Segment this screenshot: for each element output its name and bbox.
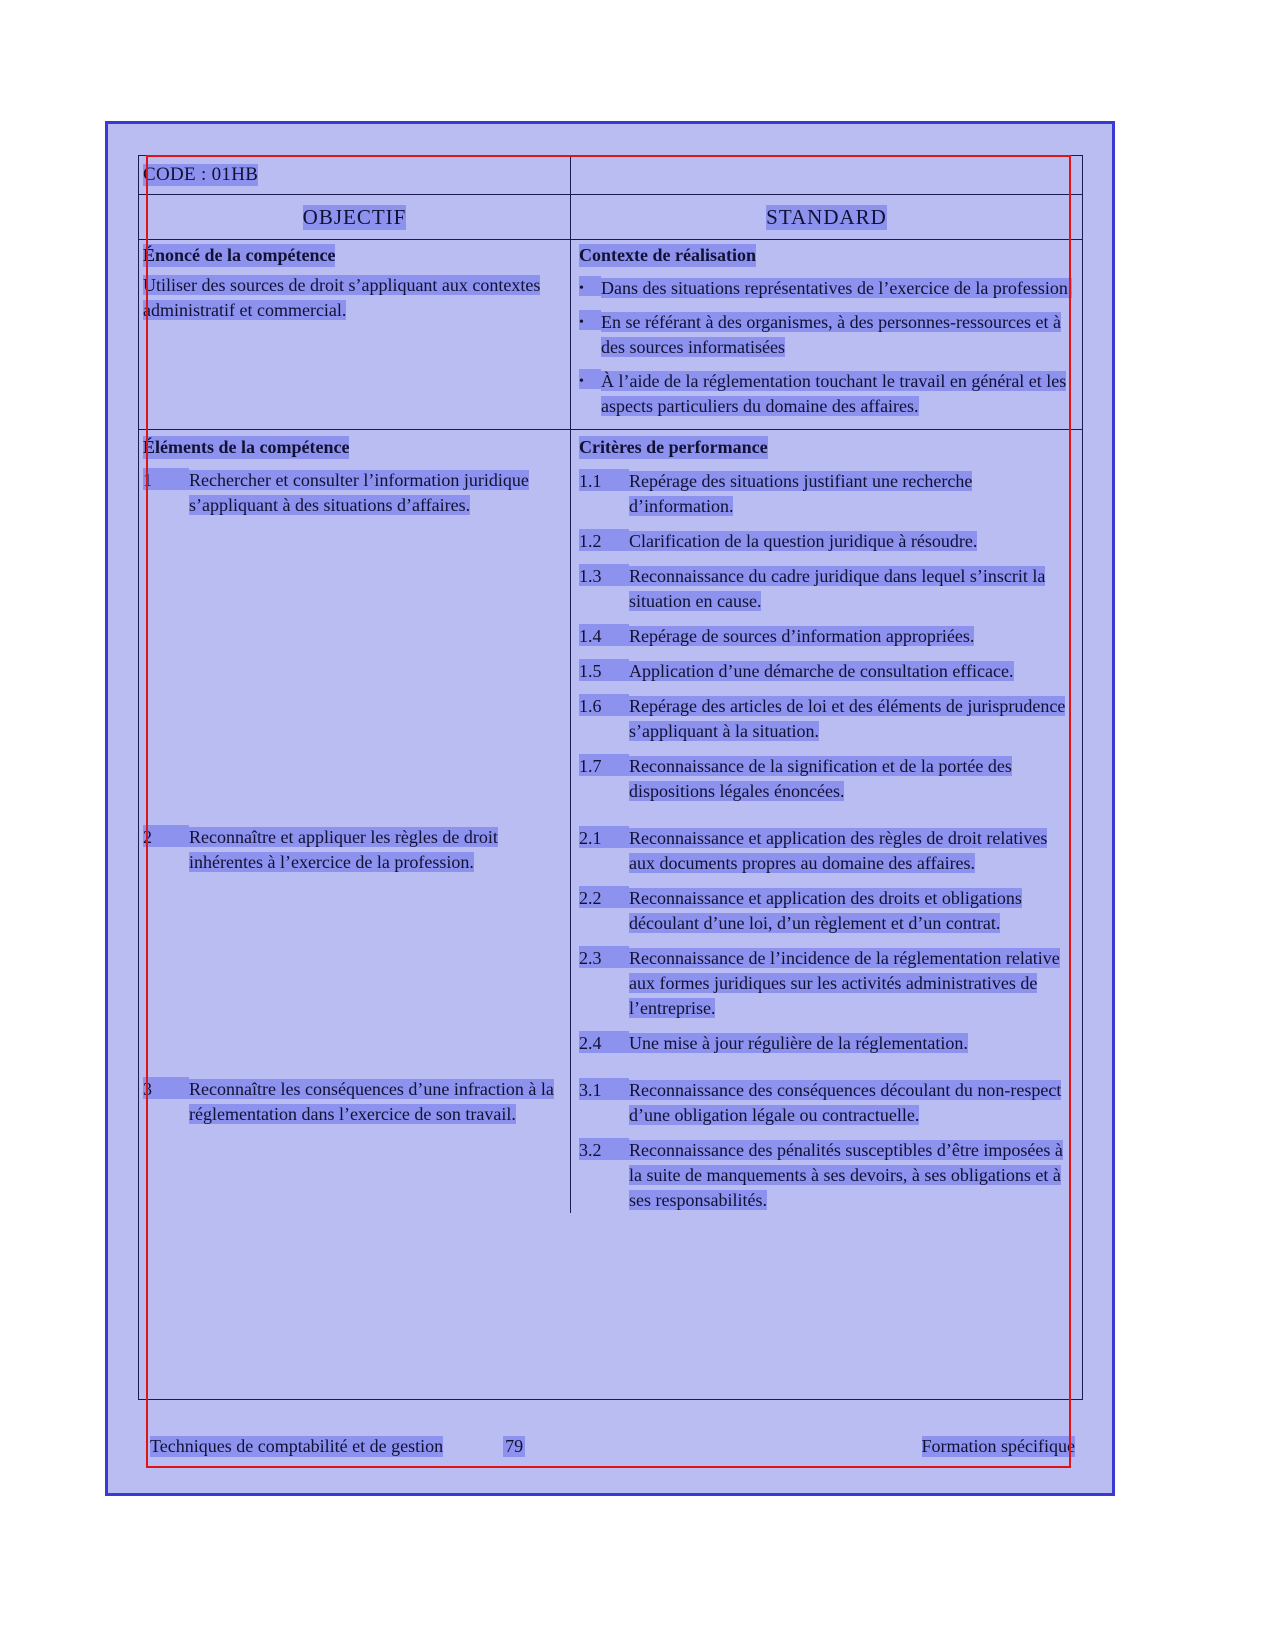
critere-number: 3.1: [579, 1078, 629, 1100]
element-column: [139, 816, 571, 1068]
critere-item: [579, 1078, 1076, 1128]
critere-number: 1.1: [579, 469, 629, 491]
contexte-column: [571, 240, 1082, 429]
elements-criteres-header-row: [139, 430, 1082, 459]
critere-number: 3.2: [579, 1138, 629, 1160]
element-number: 3: [143, 1077, 189, 1099]
critere-number: 1.3: [579, 564, 629, 586]
critere-item: [579, 826, 1076, 876]
element-number: 1: [143, 468, 189, 490]
critere-text: Reconnaissance de la signification et de la portée des dispositions légales énoncées.: [629, 756, 1012, 801]
critere-text: Reconnaissance et application des règles de droit relatives aux documents propres au domaine des affaires.: [629, 828, 1048, 873]
enonce-title: Énoncé de la compétence: [143, 245, 336, 265]
bullet-icon: •: [579, 276, 601, 296]
criteres-column: [571, 459, 1082, 816]
elements-title-cell: [139, 430, 571, 459]
critere-item: [579, 754, 1076, 804]
criteres-title: Critères de performance: [579, 437, 768, 457]
critere-item: [579, 886, 1076, 936]
critere-item: [579, 659, 1076, 684]
critere-item: [579, 624, 1076, 649]
document-page: [105, 121, 1115, 1496]
objectif-header: OBJECTIF: [302, 204, 407, 229]
critere-number: 1.2: [579, 529, 629, 551]
critere-text: Reconnaissance et application des droits et obligations découlant d’une loi, d’un règlement et d’un contrat.: [629, 888, 1022, 933]
critere-number: 2.4: [579, 1031, 629, 1053]
critere-number: 2.2: [579, 886, 629, 908]
critere-item: [579, 469, 1076, 519]
critere-number: 1.5: [579, 659, 629, 681]
footer-page-number: 79: [505, 1436, 524, 1456]
critere-item: [579, 694, 1076, 744]
element-block: [139, 1068, 1082, 1213]
code-label: CODE : 01HB: [143, 164, 259, 185]
enonce-column: [139, 240, 571, 429]
critere-number: 1.6: [579, 694, 629, 716]
critere-item: [579, 1138, 1076, 1213]
critere-text: Repérage de sources d’information appropriées.: [629, 626, 975, 646]
elements-title: Éléments de la compétence: [143, 437, 350, 457]
code-row: [139, 156, 1082, 195]
contexte-title: Contexte de réalisation: [579, 245, 756, 265]
critere-text: Reconnaissance des conséquences découlant du non-respect d’une obligation légale ou contractuelle.: [629, 1080, 1062, 1125]
critere-number: 1.4: [579, 624, 629, 646]
element-block: [139, 459, 1082, 816]
element-item: [143, 825, 564, 875]
element-number: 2: [143, 825, 189, 847]
element-text: Reconnaître les conséquences d’une infraction à la réglementation dans l’exercice de son travail.: [189, 1079, 554, 1124]
critere-text: Repérage des situations justifiant une recherche d’information.: [629, 471, 973, 516]
element-column: [139, 1068, 571, 1213]
criteres-column: [571, 1068, 1082, 1213]
critere-item: [579, 1031, 1076, 1056]
contexte-item-text: À l’aide de la réglementation touchant le travail en général et les aspects particuliers du domaine des affaires.: [601, 371, 1067, 416]
element-text: Reconnaître et appliquer les règles de droit inhérentes à l’exercice de la profession.: [189, 827, 498, 872]
bullet-icon: •: [579, 369, 601, 389]
code-cell: [139, 156, 571, 194]
contexte-item-text: En se référant à des organismes, à des personnes-ressources et à des sources informatisées: [601, 312, 1061, 357]
list-item: [579, 369, 1076, 419]
footer-section: Formation spécifique: [921, 1436, 1075, 1456]
enonce-text: Utiliser des sources de droit s’appliquant aux contextes administratif et commercial.: [143, 275, 541, 320]
standard-header-cell: [571, 195, 1082, 239]
critere-text: Une mise à jour régulière de la réglementation.: [629, 1033, 968, 1053]
criteres-column: [571, 816, 1082, 1068]
critere-text: Application d’une démarche de consultation efficace.: [629, 661, 1014, 681]
critere-item: [579, 946, 1076, 1021]
critere-item: [579, 564, 1076, 614]
critere-number: 2.1: [579, 826, 629, 848]
critere-number: 2.3: [579, 946, 629, 968]
column-header-row: [139, 195, 1082, 240]
code-cell-empty: [571, 156, 1082, 194]
list-item: [579, 310, 1076, 360]
critere-text: Reconnaissance de l’incidence de la réglementation relative aux formes juridiques sur les activités administratives de l’entreprise.: [629, 948, 1060, 1018]
criteres-title-cell: [571, 430, 1082, 459]
critere-text: Clarification de la question juridique à résoudre.: [629, 531, 978, 551]
critere-item: [579, 529, 1076, 554]
element-column: [139, 459, 571, 816]
bullet-icon: •: [579, 310, 601, 330]
enonce-contexte-block: [139, 240, 1082, 430]
critere-text: Repérage des articles de loi et des éléments de jurisprudence s’appliquant à la situation.: [629, 696, 1066, 741]
element-block: [139, 816, 1082, 1068]
list-item: [579, 276, 1076, 301]
contexte-item-text: Dans des situations représentatives de l’exercice de la profession.: [601, 278, 1073, 298]
element-item: [143, 468, 564, 518]
competency-table: [138, 155, 1083, 1400]
page-footer: [150, 1436, 1075, 1457]
standard-header: STANDARD: [766, 204, 887, 229]
objectif-header-cell: [139, 195, 571, 239]
element-text: Rechercher et consulter l’information juridique s’appliquant à des situations d’affaires.: [189, 470, 529, 515]
element-item: [143, 1077, 564, 1127]
critere-text: Reconnaissance des pénalités susceptibles d’être imposées à la suite de manquements à ses devoirs, à ses obligations et à ses responsabilités.: [629, 1140, 1063, 1210]
critere-number: 1.7: [579, 754, 629, 776]
footer-program: Techniques de comptabilité et de gestion: [150, 1436, 444, 1456]
critere-text: Reconnaissance du cadre juridique dans lequel s’inscrit la situation en cause.: [629, 566, 1046, 611]
